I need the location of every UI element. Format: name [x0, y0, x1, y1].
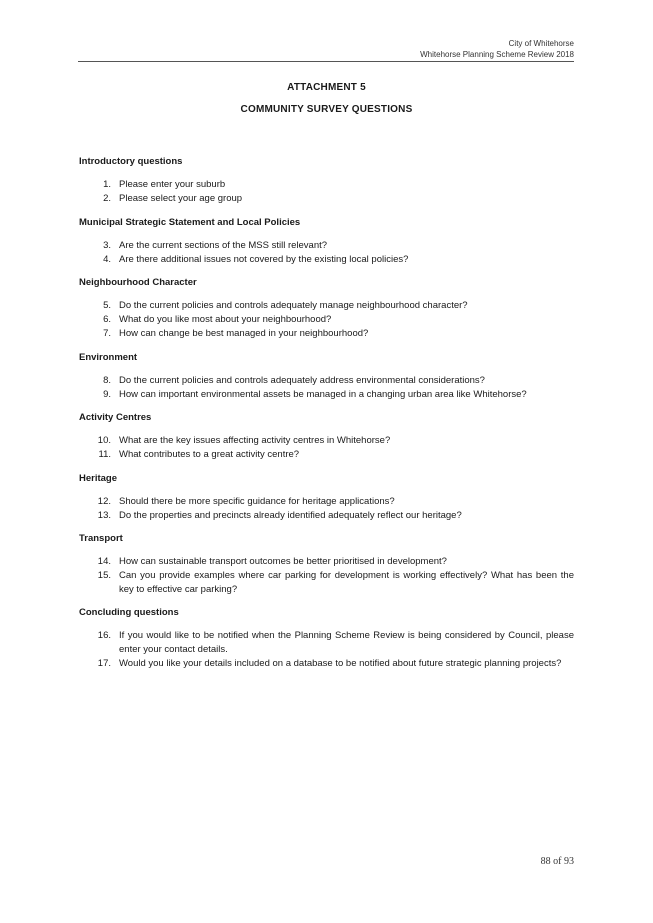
question-item	[79, 253, 574, 267]
question-item	[79, 374, 574, 388]
question-list	[79, 299, 574, 341]
question-item	[79, 448, 574, 462]
question-item	[79, 178, 574, 192]
survey-questions	[79, 155, 574, 680]
question-number: 16.	[97, 630, 111, 641]
section-heading: Neighbourhood Character	[79, 277, 197, 288]
survey-section	[79, 532, 574, 596]
question-text: Should there be more specific guidance for heritage applications?	[119, 495, 395, 507]
question-item	[79, 327, 574, 341]
question-number: 12.	[97, 495, 111, 507]
question-item	[79, 299, 574, 313]
question-number: 5.	[103, 300, 111, 311]
question-text: Please select your age group	[119, 193, 243, 204]
question-text: What contributes to a great activity centre?	[119, 449, 300, 460]
question-item	[79, 434, 574, 448]
header-document-title: Whitehorse Planning Scheme Review 2018	[420, 50, 574, 59]
survey-section	[79, 606, 574, 670]
question-number: 17.	[97, 657, 111, 669]
question-item	[79, 629, 574, 656]
question-list	[79, 374, 574, 402]
section-heading: Heritage	[79, 472, 118, 484]
question-item	[79, 192, 574, 206]
question-text: What do you like most about your neighbourhood?	[119, 314, 332, 325]
question-number: 2.	[103, 193, 111, 204]
question-number: 15.	[97, 570, 111, 581]
question-text: How can important environmental assets be managed in a changing urban area like Whitehorse?	[119, 388, 527, 400]
question-item	[79, 239, 574, 253]
question-item	[79, 509, 574, 523]
question-number: 1.	[103, 179, 111, 190]
question-text: Please enter your suburb	[119, 179, 226, 190]
question-number: 8.	[103, 374, 111, 386]
section-heading: Activity Centres	[79, 412, 152, 423]
question-text: Do the current policies and controls adequately address environmental considerations?	[119, 374, 485, 386]
question-text: How can change be best managed in your neighbourhood?	[119, 328, 369, 339]
header-divider	[78, 61, 574, 62]
section-heading: Transport	[79, 533, 123, 544]
question-text: Do the properties and precincts already identified adequately reflect our heritage?	[119, 509, 462, 521]
page-number: 88 of 93	[540, 856, 574, 867]
question-item	[79, 555, 574, 569]
section-heading: Municipal Strategic Statement and Local Policies	[79, 216, 301, 228]
question-list	[79, 555, 574, 596]
document-title: COMMUNITY SURVEY QUESTIONS	[240, 104, 413, 115]
question-number: 3.	[103, 239, 111, 251]
question-list	[79, 629, 574, 670]
question-list	[79, 434, 574, 462]
survey-section	[79, 472, 574, 523]
question-text: Can you provide examples where car parking for development is working effectively? What has been the key to effective car parking?	[119, 570, 574, 595]
question-list	[79, 495, 574, 523]
question-number: 4.	[103, 253, 111, 265]
survey-section	[79, 155, 574, 206]
section-heading: Introductory questions	[79, 156, 183, 167]
question-list	[79, 239, 574, 267]
survey-section	[79, 411, 574, 462]
question-text: Do the current policies and controls adequately manage neighbourhood character?	[119, 300, 468, 311]
survey-section	[79, 276, 574, 341]
question-number: 9.	[103, 388, 111, 400]
section-heading: Environment	[79, 351, 138, 363]
question-number: 11.	[98, 449, 111, 460]
question-text: If you would like to be notified when the Planning Scheme Review is being considered by Council, please enter your contact details.	[119, 630, 574, 655]
header-organisation: City of Whitehorse	[508, 39, 574, 48]
question-item	[79, 495, 574, 509]
page-header	[78, 38, 574, 60]
question-item	[79, 657, 574, 671]
survey-section	[79, 216, 574, 267]
question-number: 10.	[97, 435, 111, 446]
question-text: How can sustainable transport outcomes be better prioritised in development?	[119, 556, 447, 567]
survey-section	[79, 351, 574, 402]
question-text: Would you like your details included on a database to be notified about future strategic planning projects?	[119, 657, 562, 669]
attachment-label: ATTACHMENT 5	[287, 82, 366, 93]
question-text: Are there additional issues not covered by the existing local policies?	[119, 253, 409, 265]
question-text: Are the current sections of the MSS still relevant?	[119, 239, 328, 251]
question-number: 6.	[103, 314, 111, 325]
question-item	[79, 313, 574, 327]
question-text: What are the key issues affecting activity centres in Whitehorse?	[119, 435, 391, 446]
question-item	[79, 388, 574, 402]
question-number: 13.	[97, 509, 111, 521]
question-list	[79, 178, 574, 206]
question-item	[79, 569, 574, 596]
section-heading: Concluding questions	[79, 607, 179, 618]
question-number: 7.	[103, 328, 111, 339]
question-number: 14.	[97, 556, 111, 567]
